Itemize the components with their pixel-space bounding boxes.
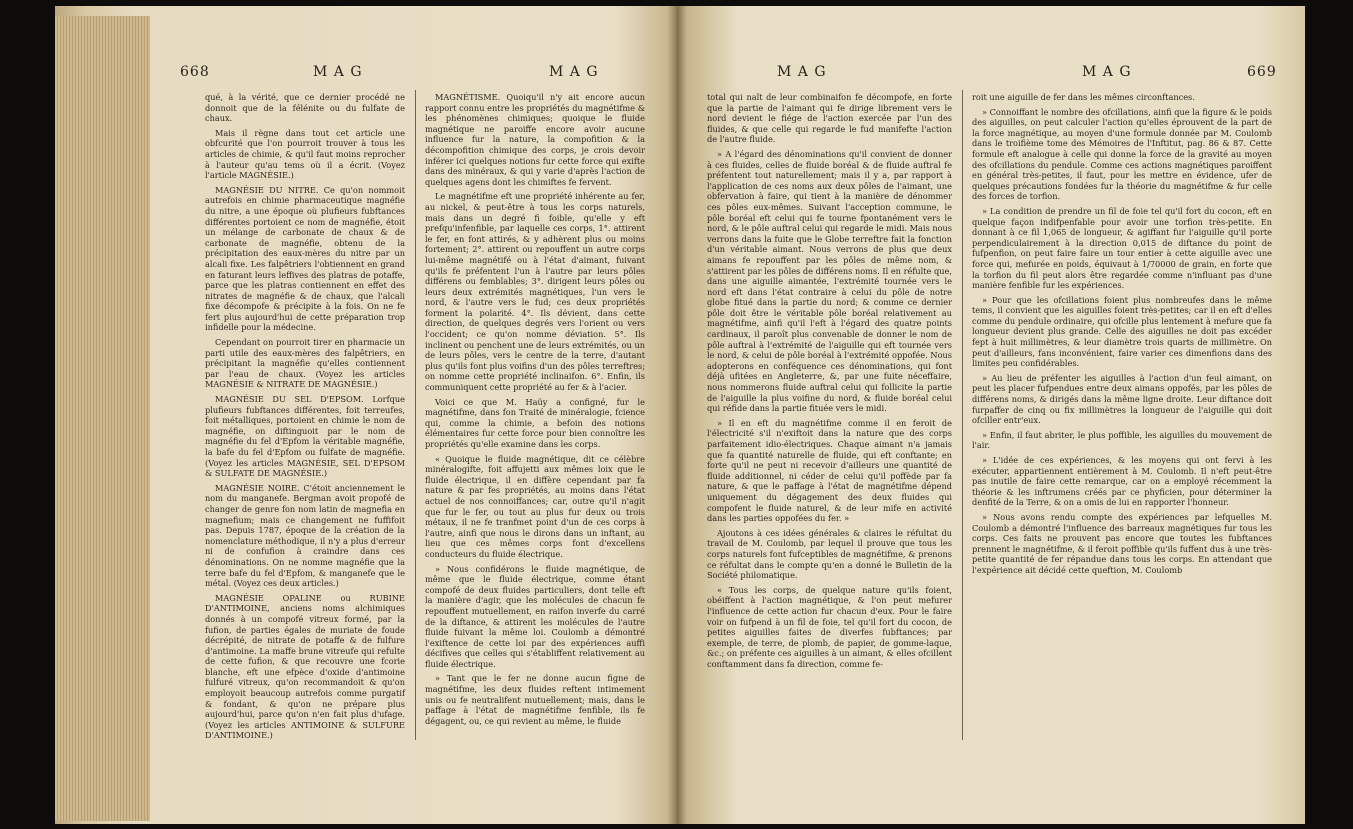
paragraph: » L'idée de ces expériences, & les moyens qui ont fervi à les exécuter, appartiennent entièrement à M. Coulomb. Il n'eft peut-être pas inutile de faire cette remarque, car on a employé récemment la théorie & les inftrumens créés par ce phyficien, pour déterminer la denfité de la Terre, & on a omis de lui en rapporter l'honneur.	[972, 455, 1272, 508]
paragraph: Cependant on pourroit tirer en pharmacie un parti utile des eaux-mères des falpêtriers, en précipitant la magnéfie qu'elles contiennent par l'eau de chaux. (Voyez les articles MAGNÉSIE & NITRATE DE MAGNÉSIE.)	[205, 337, 405, 390]
paragraph: » Connoiffant le nombre des ofcillations, ainfi que la figure & le poids des aiguilles, on peut calculer l'action qu'elles éprouvent de la part de la force magnétique, au moyen d'une formule donnée par M. Coulomb dans le troifième tome des Mémoires de l'Inftitut, pag. 86 & 87. Cette formule eft analogue à celle qui donne la force de la gravité au moyen des ofcillations du pendule. Comme ces actions magnétiques paroiffent en général très-petites, il faut, pour les mettre en évidence, ufer de quelques précautions fondées fur la théorie du magnétifme & fur celle des forces de torfion.	[972, 106, 1272, 202]
page-number-left: 668	[180, 64, 210, 80]
paragraph: » Tant que le fer ne donne aucun figne de magnétifme, les deux fluides reftent intimement unis ou fe neutralifent mutuellement; mais, dans le paffage à l'état de magnétifme fenfible, ils fe dégagent, ou, ce qui revient au même, le fluide	[425, 673, 645, 726]
left-column-2	[425, 92, 645, 730]
paragraph: » Nous confidérons le fluide magnétique, de même que le fluide électrique, comme étant compofé de deux fluides particuliers, dont telle eft la manière d'agir, que les molécules de chacun fe repouffent mutuellement, en raifon inverfe du carré de la diftance, & attirent les molécules de l'autre fluide fuivant la même loi. Coulomb a démontré l'exiftence de cette loi par des expériences auffi décifives que celles qui s'établiffent relativement au fluide électrique.	[425, 563, 645, 669]
paragraph: MAGNÉSIE DU NITRE. Ce qu'on nommoit autrefois en chimie pharmaceutique magnéfie du nitre, a une époque où plufieurs fubftances différentes portoient ce nom de magnéfie, étoit un mélange de carbonate de chaux & de carbonate de magnéfie, obtenu de la précipitation des eaux-mères du nitre par un alcali fixe. Les falpêtriers l'obtiennent en grand en faturant leurs leffives des platras de potaffe, parce que les platras contiennent en effet des nitrates de magnéfie & de chaux, que l'alcali fixe décompofe & précipite à la fois. On ne fe fert plus aujourd'hui de cette préparation trop infidelle pour la médecine.	[205, 184, 405, 333]
paragraph: » A l'égard des dénominations qu'il convient de donner à ces fluides, celles de fluide boréal & de fluide auftral fe préfentent tout naturellement; mais il y a, par rapport à l'application de ces noms aux deux pôles de l'aimant, une obfervation à faire, qui tient à la manière de dénommer ces pôles eux-mêmes. Suivant l'acception commune, le pôle boréal eft celui qui fe tourne fpontanément vers le nord, & le pôle auftral celui qui regarde le midi. Mais nous verrons dans la fuite que le Globe terreftre fait la fonction d'un véritable aimant. Nous verrons de plus que deux aimans fe repouffent par les pôles de même nom, & s'attirent par les pôles de différens noms. Il en réfulte que, dans une aiguille aimantée, l'extrémité tournée vers le nord eft dans l'état contraire à celui du pôle de notre globe fitué dans la partie du nord; & comme ce dernier pôle doit être le véritable pôle boréal relativement au magnétifme, ainfi qu'il l'eft à l'égard des quatre points cardinaux, il paroît plus convenable de donner le nom de pôle auftral à l'extrémité de l'aiguille qui eft tournée vers le nord, & celui de pôle boréal à l'extrémité oppofée. Nous adopterons en conféquence ces dénominations, qui font déjà ufitées en Angleterre, &, par une fuite néceffaire, nous nommerons fluide auftral celui qui follicite la partie de l'aiguille la plus voifine du nord, & fluide boréal celui qui réfide dans la partie fituée vers le midi.	[707, 148, 952, 414]
paragraph: » La condition de prendre un fil de foie tel qu'il fort du cocon, eft en quelque façon indifpenfable pour avoir une torfion très-petite. En donnant à ce fil 1,065 de longueur, & agiffant fur l'aiguille qu'il porte perpendiculairement à la direction 0,015 de diftance du point de fufpenfion, on peut faire faire un tour entier à cette aiguille avec une force qui, mefurée en poids, équivaut à 1/70000 de grain, en forte que la torfion du fil peut alors être regardée comme n'influant pas d'une manière fenfible fur les expériences.	[972, 205, 1272, 291]
left-column-1	[205, 92, 405, 745]
page-number-right: 669	[1247, 64, 1277, 80]
paragraph: Le magnétifme eft une propriété inhérente au fer, au nickel, & peut-être à tous les corps naturels, mais dans un degré fi foible, qu'elle y eft prefqu'infenfible, par laquelle ces corps, 1°. attirent le fer, en font attirés, & y adhèrent plus ou moins fortement; 2°. attirent ou repouffent un autre corps lui-même magnétifé ou à l'état d'aimant, fuivant qu'ils fe préfentent l'un à l'autre par leurs pôles différens ou femblables; 3°. dirigent leurs pôles ou leurs deux extrémités magnétiques, l'un vers le nord, & l'autre vers le fud; ces deux propriétés forment la polarité. 4°. Ils dévient, dans cette direction, de quelques degrés vers l'orient ou vers l'occident; ce qu'on nomme déviation. 5°. Ils inclinent ou penchent une de leurs extrémités, ou un de leurs pôles, vers le centre de la terre, d'autant plus qu'ils font plus voifins d'un des pôles terreftres; on nomme cette propriété inclinaifon. 6°. Enfin, ils communiquent cette propriété au fer & à l'acier.	[425, 191, 645, 393]
column-divider	[415, 90, 416, 740]
running-head-right: M A G	[1082, 64, 1132, 80]
paragraph: qué, à la vérité, que ce dernier procédé ne donnoit que de la félénite ou du fulfate de chaux.	[205, 92, 405, 124]
open-book	[55, 6, 1305, 824]
running-head-left-center: M A G	[549, 64, 599, 80]
paragraph: » Au lieu de préfenter les aiguilles à l'action d'un feul aimant, on peut les placer fufpendues entre deux aimans oppofés, par les pôles de différens noms, & dirigés dans la même ligne droite. Leur diftance doit furpaffer de cinq ou fix millimètres la longueur de l'aiguille qui doit ofciller entr'eux.	[972, 372, 1272, 426]
paragraph: » Enfin, il faut abriter, le plus poffible, les aiguilles du mouvement de l'air.	[972, 429, 1272, 451]
paragraph: Ajoutons à ces idées générales & claires le réfultat du travail de M. Coulomb, par lequel il prouve que tous les corps naturels font fufceptibles de magnétifme, & prenons ce réfultat dans le compte qu'en a donné le Bulletin de la Société philomatique.	[707, 527, 952, 581]
paragraph: » Il en eft du magnétifme comme il en feroit de l'électricité s'il n'exiftoit dans la nature que des corps parfaitement idio-électriques. Chaque aimant n'a jamais que fa quantité naturelle de fluide, qui eft conftante; en forte qu'il ne peut ni recevoir d'ailleurs une quantité de fluide additionnel, ni céder de celui qu'il poffède par fa nature, & que le paffage à l'état de magnétifme dépend uniquement du dégagement des deux fluides qui compofent le fluide naturel, & de leur mife en activité dans les parties oppofées du fer. »	[707, 417, 952, 524]
paragraph: Voici ce que M. Haüy a configné, fur le magnétifme, dans fon Traité de minéralogie, fcience qui, comme la chimie, a befoin des notions élémentaires fur cette force pour bien connoître les propriétés qu'elle examine dans les corps.	[425, 396, 645, 449]
paragraph: MAGNÉTISME. Quoiqu'il n'y ait encore aucun rapport connu entre les propriétés du magnétifme & les phénomènes chimiques; quoique le fluide magnétique ne paroiffe encore avoir aucune influence fur la nature, la compofition & la décompofition chimique des corps, je crois devoir inférer ici quelques notions fur cette force qui exifte dans des minéraux, & qui y varie d'après l'action de quelques agens dont les chimiftes fe fervent.	[425, 92, 645, 187]
left-page	[55, 6, 677, 824]
running-head-right-center: M A G	[777, 64, 827, 80]
right-column-2	[972, 92, 1272, 580]
paragraph: MAGNÉSIE OPALINE ou RUBINE D'ANTIMOINE, anciens noms alchimiques donnés à un compofé vitreux formé, par la fufion, de parties égales de muriate de foude décrépité, de nitrate de potaffe & de fulfure d'antimoine. La maffe brune vitreufe qui refulte de cette fufion, & que recouvre une fcorie blanche, eft une efpèce d'oxide d'antimoine fulfuré vitreux, qu'on recommandoit & qu'on employoit beaucoup autrefois comme purgatif & fondant, & qu'on ne prépare plus aujourd'hui, parce qu'on n'en fait plus d'ufage. (Voyez les articles ANTIMOINE & SULFURE D'ANTIMOINE.)	[205, 592, 405, 741]
right-page	[677, 6, 1305, 824]
paragraph: » Nous avons rendu compte des expériences par lefquelles M. Coulomb a démontré l'influence des barreaux magnétiques fur tous les corps. Ces faits ne prouvent pas encore que toutes les fubftances prennent le magnétifme, & il feroit poffible qu'ils fuffent dus à une très-petite quantité de fer répandue dans tous les corps. En attendant que l'expérience ait décidé cette queftion, M. Coulomb	[972, 511, 1272, 575]
running-head-left: M A G	[313, 64, 363, 80]
page-edges	[55, 16, 150, 821]
paragraph: » Pour que les ofcillations foient plus nombreufes dans le même tems, il convient que les aiguilles foient très-petites; car il en eft d'elles comme du pendule ordinaire, qui ofcille plus lentement à mefure que fa longueur devient plus grande. Celle des aiguilles ne doit pas excéder fept à huit millimètres, & leur diamètre trois quarts de millimètre. On peut d'ailleurs, fans inconvénient, faire varier ces dimenfions dans des limites peu confidérables.	[972, 294, 1272, 369]
paragraph: « Quoique le fluide magnétique, dit ce célèbre minéralogifte, foit affujetti aux mêmes loix que le fluide électrique, il en diffère cependant par fa nature & par fes propriétés, au moins dans l'état actuel de nos connoiffances; car, outre qu'il n'agit que fur le fer, ou tout au plus fur deux ou trois métaux, il ne fe tranfmet point d'un de ces corps à l'autre, ainfi que nous le dirons dans un inftant, au lieu que ces mêmes corps font d'excellens conducteurs du fluide électrique.	[425, 453, 645, 559]
paragraph: roit une aiguille de fer dans les mêmes circonftances.	[972, 92, 1195, 102]
paragraph: Mais il règne dans tout cet article une obfcurité que l'on pourroit trouver à tous les articles de chimie, & qu'il faut moins reprocher à l'auteur qu'au tems où il a écrit. (Voyez l'article MAGNÉSIE.)	[205, 127, 405, 181]
paragraph: « Tous les corps, de quelque nature qu'ils foient, obéiffent à l'action magnétique, & l'on peut mefurer l'influence de cette action fur chacun d'eux. Pour le faire voir on fufpend à un fil de foie, tel qu'il fort du cocon, de petites aiguilles faites de diverfes fubftances; par exemple, de terre, de plomb, de papier, de gomme-laque, &c.; on préfente ces aiguilles à un aimant, & elles ofcillent conftamment dans fa direction, comme fe-	[707, 584, 952, 669]
column-divider	[962, 90, 963, 740]
right-column-1	[707, 92, 952, 673]
paragraph: MAGNÉSIE NOIRE. C'étoit anciennement le nom du manganefe. Bergman avoit propofé de changer de genre fon nom latin de magnefia en magnefium; mais ce changement ne fuffifoit pas. Depuis 1787, époque de la création de la nomenclature méthodique, il n'y a plus d'erreur ni de confufion à craindre dans ces dénominations. On ne nomme magnéfie que la terre bafe du fel d'Epfom, & manganefe que le métal. (Voyez ces deux articles.)	[205, 482, 405, 589]
paragraph: MAGNÉSIE DU SEL D'EPSOM. Lorfque plufieurs fubftances différentes, foit terreufes, foit métalliques, portoient en chimie le nom de magnéfie, on diftinguoit par le nom de magnéfie du fel d'Epfom la véritable magnéfie, la bafe du fel d'Epfom ou fulfate de magnéfie. (Voyez les articles MAGNÉSIE, SEL D'EPSOM & SULFATE DE MAGNÉSIE.)	[205, 394, 405, 479]
paragraph: total qui naît de leur combinaifon fe décompofe, en forte que la partie de l'aimant qui fe dirige librement vers le nord devient le fiége de l'action exercée par l'un des fluides, & que celle qui regarde le fud manifefte l'action de l'autre fluide.	[707, 92, 952, 145]
